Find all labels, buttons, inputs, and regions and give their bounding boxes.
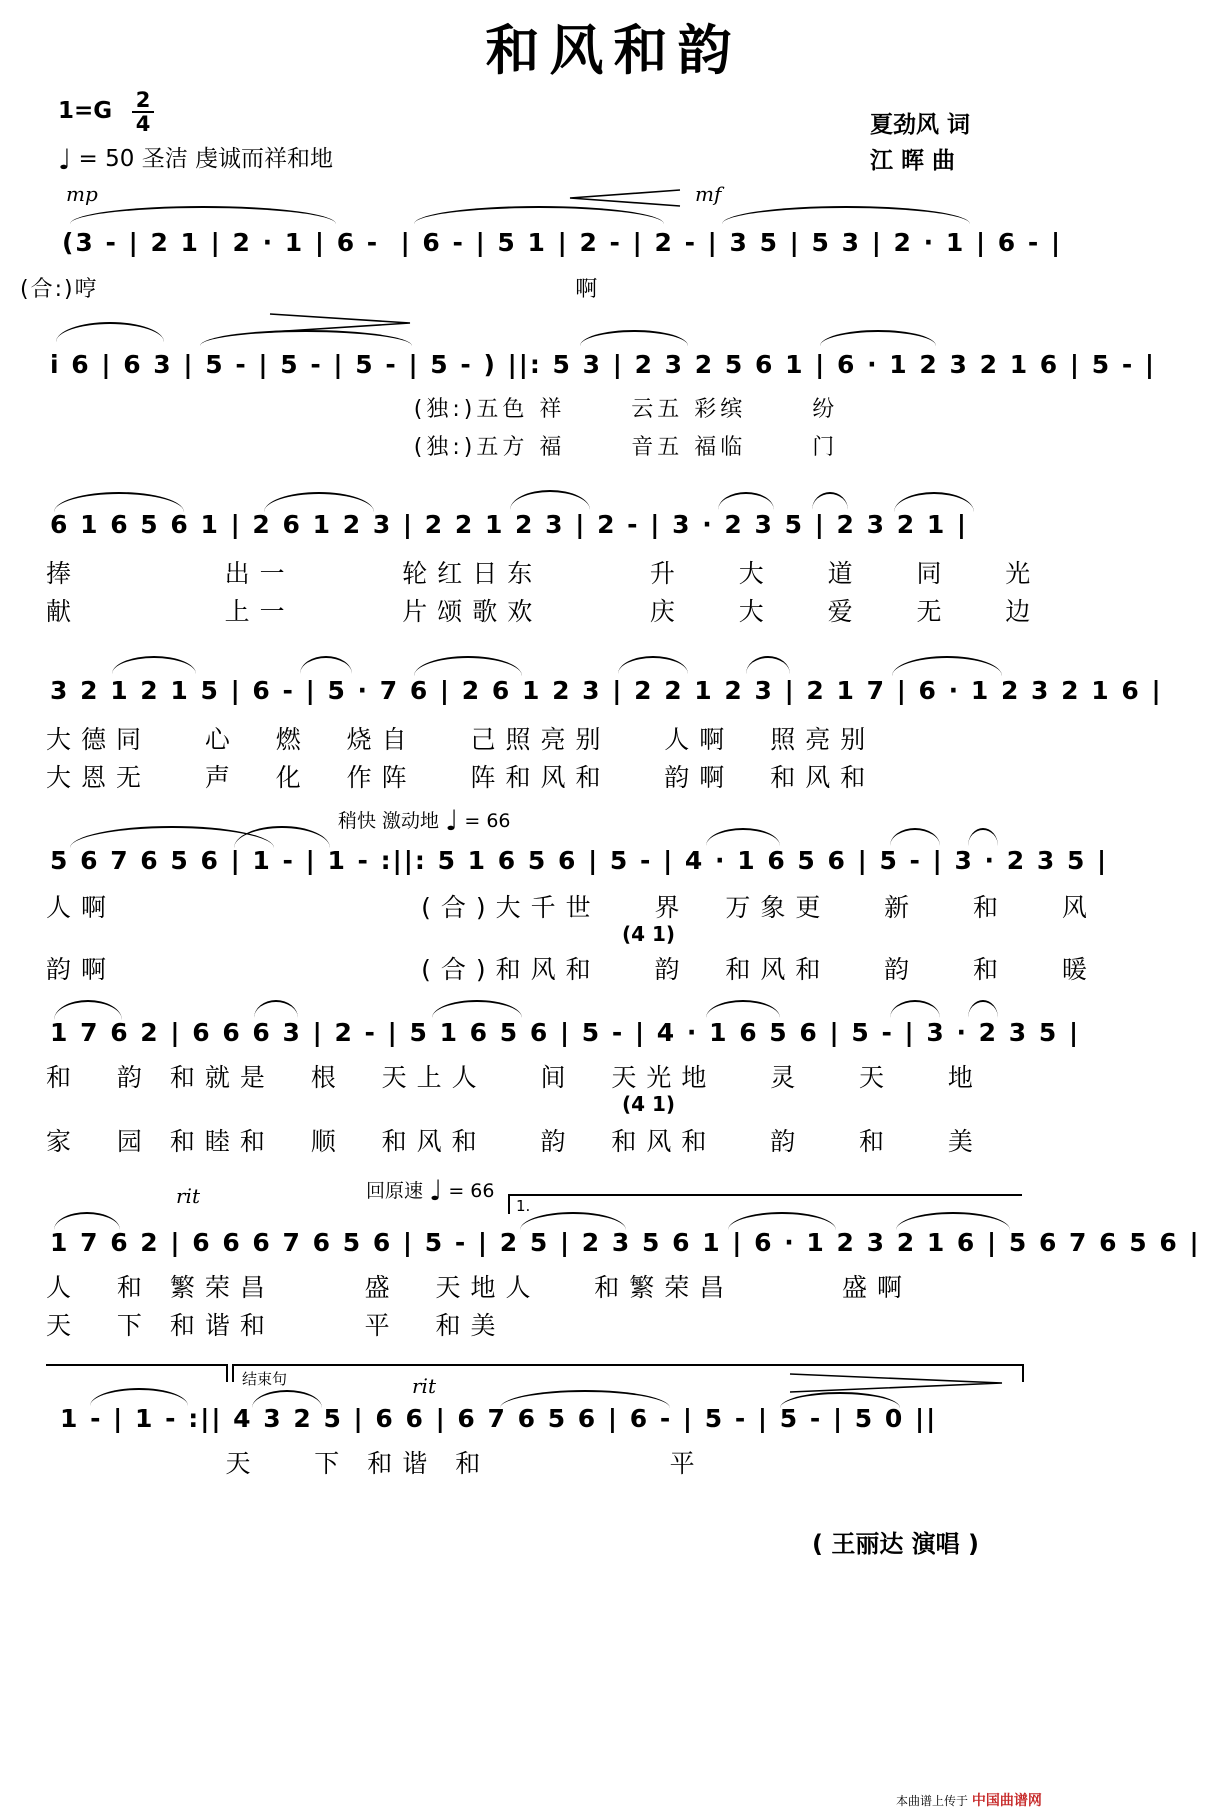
lyric-line: 天 下 和谐 和 平 — [46, 1449, 705, 1478]
lyric-line: 献 上一 片颂歌欢 庆 大 爱 无 边 — [46, 597, 1041, 626]
expression-text: 圣洁 虔诚而祥和地 — [141, 146, 334, 172]
lyric-line: 天 下 和谐和 平 和美 — [46, 1311, 506, 1340]
slur — [894, 492, 974, 512]
time-signature-bottom: 4 — [135, 112, 151, 136]
volta-bracket-1-end — [46, 1364, 228, 1382]
slur — [112, 656, 196, 674]
alternate-notes: (4 1) — [622, 1092, 676, 1116]
staff-system-7 — [46, 1228, 1201, 1348]
slur — [580, 330, 688, 346]
slur — [820, 330, 936, 346]
tempo-change-text: 稍快 激动地 — [338, 810, 440, 832]
page-title: 和风和韵 — [485, 18, 742, 82]
slur — [706, 828, 780, 846]
slur — [54, 492, 184, 512]
quarter-note-icon: ♩ — [445, 804, 459, 837]
volta-bracket-1 — [508, 1194, 1022, 1214]
lyricist-credit: 夏劲风 词 — [870, 112, 971, 138]
slur — [722, 206, 970, 224]
slur — [300, 656, 352, 674]
composer-credit: 江 晖 曲 — [870, 148, 956, 174]
slur — [70, 206, 336, 224]
lyric-line: 捧 出一 轮红日东 升 大 道 同 光 — [46, 559, 1041, 588]
crescendo-hairpin — [570, 188, 680, 208]
lyric-line: (独:)五方 福 音五 福临 门 — [40, 435, 839, 460]
key-signature: 1=G — [58, 98, 113, 124]
decrescendo-hairpin — [790, 1372, 1002, 1394]
slur — [968, 1000, 998, 1018]
lyric-line: 韵啊 (合)和风和 韵 和风和 韵 和 暖 — [46, 955, 1097, 984]
a-tempo — [366, 1174, 494, 1207]
tempo-value: = 50 — [78, 146, 135, 172]
tempo-line — [58, 140, 333, 176]
notation-line: 6 1 6 5 6 1 | 2 6 1 2 3 | 2 2 1 2 3 | 2 - | 3 · 2 3 5 | 2 3 2 1 | — [50, 510, 969, 539]
staff-system-1 — [20, 228, 1180, 318]
footer-brand: 中国曲谱网 — [971, 1793, 1042, 1809]
staff-system-8 — [46, 1404, 1180, 1504]
ending-label: 结束句 — [242, 1370, 288, 1388]
a-tempo-value: = 66 — [448, 1180, 495, 1202]
lyric-line: 大德同 心 燃 烧自 己照亮别 人啊 照亮别 — [46, 725, 876, 754]
slur — [510, 490, 590, 510]
dynamic-mp: mp — [66, 182, 98, 206]
staff-system-4 — [46, 676, 1180, 796]
slur — [414, 656, 522, 676]
ritardando-mark: rit — [412, 1374, 436, 1398]
dynamic-mf: mf — [695, 182, 722, 206]
lyric-line: (独:)五色 祥 云五 彩缤 纷 — [40, 397, 839, 422]
lyric-line: 人啊 (合)大千世 界 万象更 新 和 风 — [46, 893, 1097, 922]
notation-line: 3 2 1 2 1 5 | 6 - | 5 · 7 6 | 2 6 1 2 3 | 2 2 1 2 3 | 2 1 7 | 6 · 1 2 3 2 1 6 | — [50, 676, 1163, 705]
lyric-line: 家 园 和睦和 顺 和风和 韵 和风和 韵 和 美 — [46, 1127, 983, 1156]
lyric-line: 大恩无 声 化 作阵 阵和风和 韵啊 和风和 — [46, 763, 876, 792]
slur — [968, 828, 998, 846]
time-signature — [132, 90, 154, 134]
tempo-change — [338, 804, 511, 837]
alternate-notes: (4 1) — [622, 922, 676, 946]
quarter-note-icon: ♩ — [429, 1174, 443, 1207]
lyric-line: 和 韵 和就是 根 天上人 间 天光地 灵 天 地 — [46, 1063, 983, 1092]
slur — [234, 826, 330, 848]
lyric-line: 人 和 繁荣昌 盛 天地人 和繁荣昌 盛啊 — [46, 1273, 912, 1302]
slur — [706, 1000, 780, 1018]
notation-line: i 6 | 6 3 | 5 - | 5 - | 5 - | 5 - ) ||: 5 3 | 2 3 2 5 6 1 | 6 · 1 2 3 2 1 6 | 5 - | — [50, 350, 1157, 379]
slur — [746, 656, 790, 674]
volta-number: 1. — [516, 1197, 531, 1215]
notation-line: (3 - | 2 1 | 2 · 1 | 6 - | 6 - | 5 1 | 2 - | 2 - | 3 5 | 5 3 | 2 · 1 | 6 - | — [62, 228, 1063, 257]
staff-system-3 — [46, 510, 1180, 630]
tempo-change-value: = 66 — [464, 810, 511, 832]
notation-line: 1 7 6 2 | 6 6 6 7 6 5 6 | 5 - | 2 5 | 2 3 5 6 1 | 6 · 1 2 3 2 1 6 | 5 6 7 6 5 6 | — [50, 1228, 1201, 1257]
slur — [812, 492, 848, 510]
slur — [56, 322, 164, 342]
slur — [414, 206, 664, 224]
ritardando-mark: rit — [176, 1184, 200, 1208]
slur — [264, 492, 374, 512]
slur — [890, 828, 940, 846]
notation-line: 1 - | 1 - :|| 4 3 2 5 | 6 6 | 6 7 6 5 6 | 6 - | 5 - | 5 - | 5 0 || — [60, 1404, 938, 1433]
lyric-line: (合:)哼 啊 — [20, 277, 600, 302]
staff-system-6 — [46, 1018, 1180, 1158]
a-tempo-text: 回原速 — [366, 1180, 424, 1202]
quarter-note-icon: ♩ — [58, 143, 72, 176]
staff-system-2 — [40, 350, 1180, 470]
staff-system-5 — [46, 846, 1180, 986]
slur — [618, 656, 688, 674]
performer-credit: ( 王丽达 演唱 ) — [812, 1530, 980, 1558]
time-signature-top: 2 — [135, 88, 151, 112]
slur — [890, 1000, 940, 1018]
footer — [896, 1790, 1042, 1810]
notation-line: 5 6 7 6 5 6 | 1 - | 1 - :||: 5 1 6 5 6 | 5 - | 4 · 1 6 5 6 | 5 - | 3 · 2 3 5 | — [50, 846, 1109, 875]
slur — [718, 492, 774, 510]
footer-text: 本曲谱上传于 — [896, 1794, 969, 1808]
slur — [254, 1000, 298, 1018]
slur — [892, 656, 1002, 676]
notation-line: 1 7 6 2 | 6 6 6 3 | 2 - | 5 1 6 5 6 | 5 - | 4 · 1 6 5 6 | 5 - | 3 · 2 3 5 | — [50, 1018, 1081, 1047]
slur — [54, 1000, 122, 1020]
slur — [432, 1000, 522, 1018]
